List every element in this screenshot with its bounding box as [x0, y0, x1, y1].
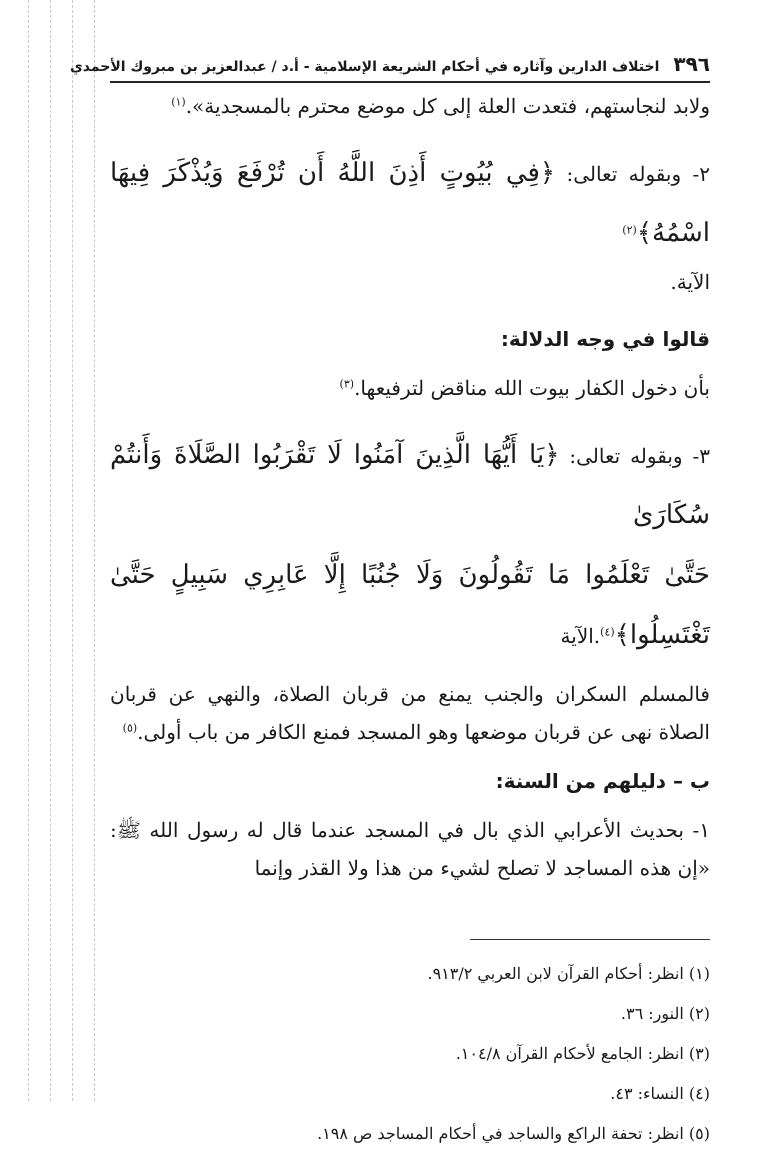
- quran-verse: حَتَّىٰ تَعْلَمُوا مَا تَقُولُونَ وَلَا جُنُبًا إِلَّا عَابِرِي سَبِيلٍ حَتَّىٰ تَغْتَسِلُوا﴾: [110, 560, 710, 650]
- left-margin-guide: [28, 0, 29, 1101]
- quran-verse: ﴿يَا أَيُّهَا الَّذِينَ آمَنُوا لَا تَقْرَبُوا الصَّلَاةَ وَأَنتُمْ سُكَارَىٰ: [110, 440, 710, 530]
- footnote-ref: (١): [171, 95, 186, 109]
- footnote-ref: (٤): [600, 625, 615, 639]
- paragraph: ١- بحديث الأعرابي الذي بال في المسجد عندما قال له رسول الله ﷺ: «إن هذه المساجد لا تصلح لشيء من هذا ولا القذر وإنما: [110, 818, 710, 880]
- citation-tail: .الآية: [560, 624, 601, 648]
- footnote: (١) انظر: أحكام القرآن لابن العربي ٩١٣/٢.: [427, 964, 710, 983]
- running-title: اختلاف الدارين وآثاره في أحكام الشريعة الإسلامية - أ.د / عبدالعزيز بن مبروك الأحمدي: [69, 59, 660, 75]
- left-margin-guide: [50, 0, 51, 1101]
- footnote: (٥) انظر: تحفة الراكع والساجد في أحكام المساجد ص ١٩٨.: [317, 1124, 710, 1143]
- paragraph-text: ولابد لنجاستهم، فتعدت العلة إلى كل موضع محترم بالمسجدية».: [185, 94, 710, 118]
- quran-citation: [110, 425, 710, 545]
- paragraph: [110, 675, 710, 751]
- document-page: [69, 52, 710, 1154]
- quran-verse: ﴿فِي بُيُوتٍ أَذِنَ اللَّهُ أَن تُرْفَعَ وَيُذْكَرَ فِيهَا اسْمُهُ﴾: [110, 158, 710, 248]
- left-margin-guide: [72, 0, 73, 1101]
- running-header: [69, 52, 710, 83]
- paragraph-text: بأن دخول الكفار بيوت الله مناقض لترفيعها.: [354, 376, 710, 400]
- footnote: (٣) انظر: الجامع لأحكام القرآن ١٠٤/٨.: [455, 1044, 710, 1063]
- paragraph: [110, 369, 710, 407]
- footnotes: [110, 954, 710, 1154]
- section-heading: ب – دليلهم من السنة:: [495, 769, 710, 793]
- citation-lead: ٣- وبقوله تعالى:: [559, 444, 710, 468]
- footnote-divider: [470, 939, 710, 940]
- footnote-ref: (٢): [622, 223, 637, 237]
- paragraph-text: فالمسلم السكران والجنب يمنع من قربان الصلاة، والنهي عن قربان الصلاة نهى عن قربان موضعها وهو المسجد فمنع الكافر من باب أولى.: [110, 682, 710, 744]
- footnote-ref: (٥): [122, 721, 138, 735]
- page-number: ٣٩٦: [673, 52, 710, 76]
- citation-lead: ٢- وبقوله تعالى:: [555, 162, 710, 186]
- main-text: [110, 87, 710, 887]
- section-heading: قالوا في وجه الدلالة:: [500, 327, 710, 351]
- quran-citation-continued: [110, 545, 710, 665]
- footnote: (٢) النور: ٣٦.: [620, 1004, 710, 1023]
- citation-tail: الآية.: [670, 270, 710, 294]
- quran-citation: [110, 143, 710, 263]
- footnote: (٤) النساء: ٤٣.: [610, 1084, 710, 1103]
- footnote-ref: (٣): [339, 377, 355, 391]
- paragraph: [110, 87, 710, 125]
- left-margin-guide: [94, 0, 95, 1101]
